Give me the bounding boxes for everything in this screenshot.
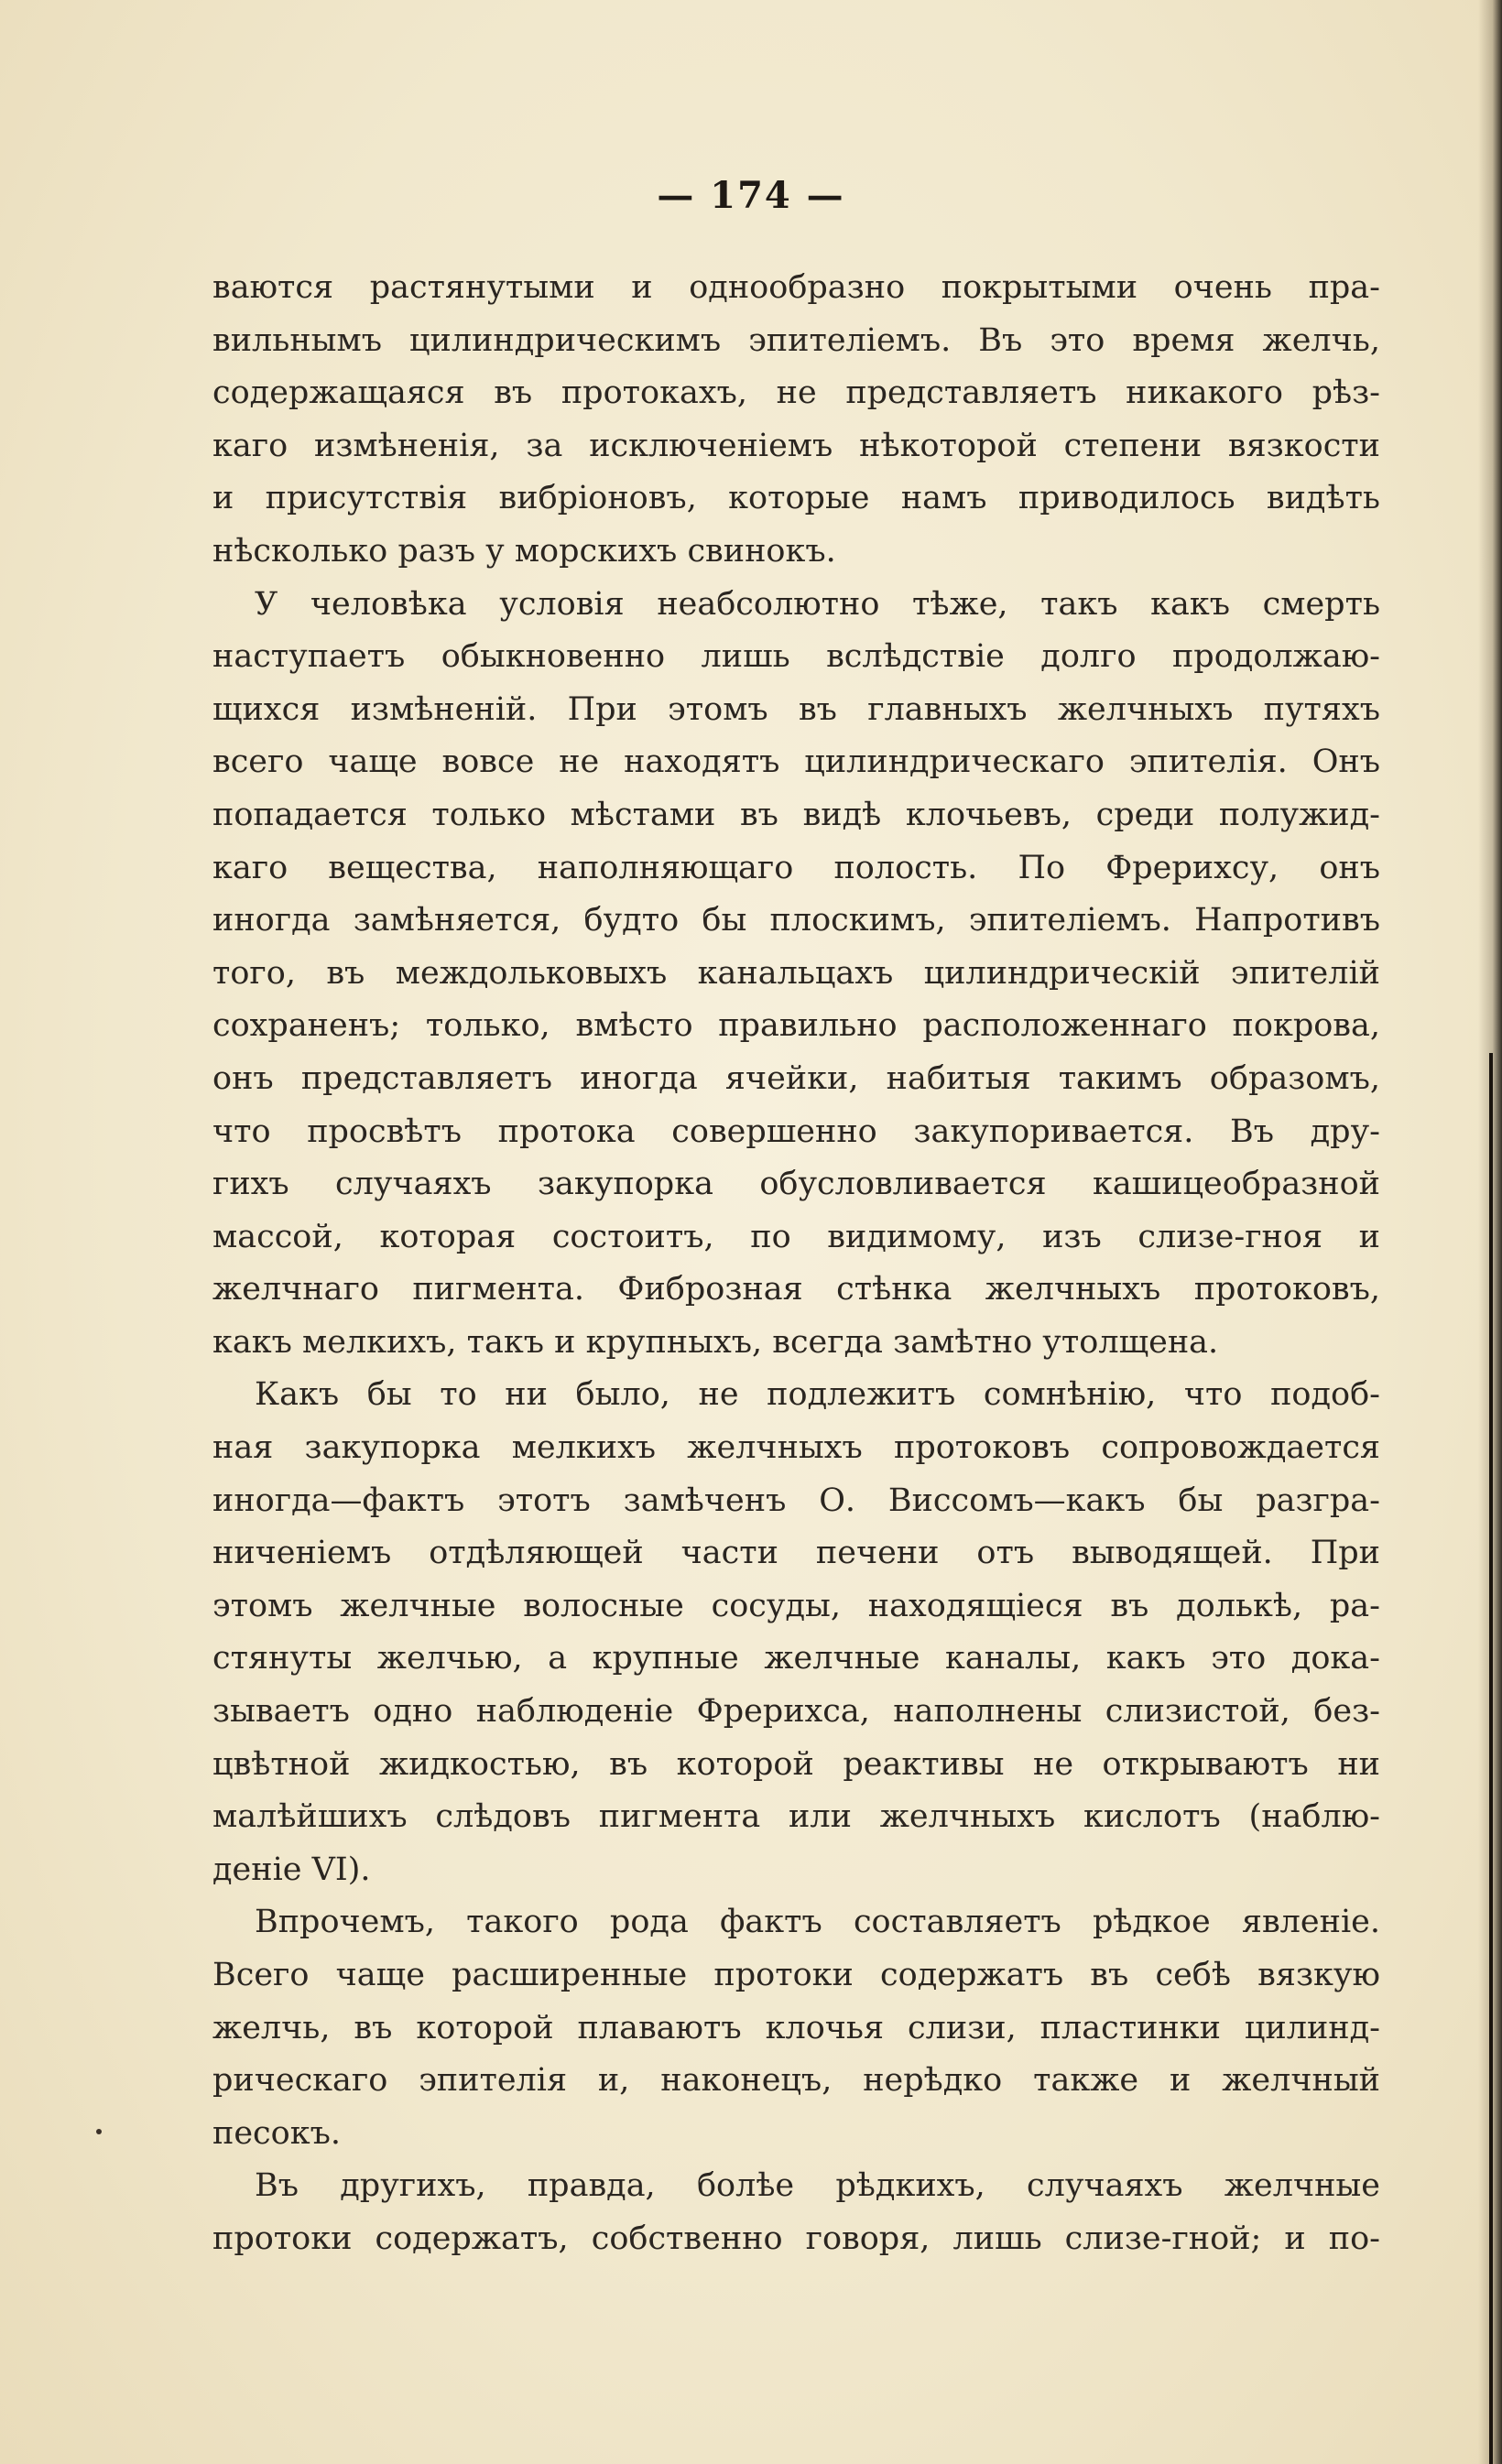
text-line: наступаетъ обыкновенно лишь вслѣдствіе долго продолжаю- xyxy=(212,638,1380,676)
text-line: протоки содержатъ, собственно говоря, лишь слизе-гной; и по- xyxy=(212,2220,1380,2257)
text-line: Впрочемъ, такого рода фактъ составляетъ рѣдкое явленіе. xyxy=(255,1904,1380,1941)
text-line: вильнымъ цилиндрическимъ эпителіемъ. Въ это время желчь, xyxy=(212,321,1380,359)
text-line: рическаго эпителія и, наконецъ, нерѣдко также и желчный xyxy=(212,2062,1380,2100)
text-line: зываетъ одно наблюденіе Фрерихса, наполнены слизистой, без- xyxy=(212,1693,1380,1731)
text-line: Какъ бы то ни было, не подлежитъ сомнѣнію, что подоб- xyxy=(255,1376,1380,1414)
text-line: того, въ междольковыхъ канальцахъ цилиндрическій эпителій xyxy=(212,954,1380,992)
text-line: Всего чаще расширенные протоки содержатъ въ себѣ вязкую xyxy=(212,1957,1380,1993)
text-line: онъ представляетъ иногда ячейки, набитыя такимъ образомъ, xyxy=(212,1059,1380,1097)
text-line: щихся измѣненій. При этомъ въ главныхъ желчныхъ путяхъ xyxy=(212,690,1380,728)
text-line: стянуты желчью, а крупные желчные каналы, какъ это дока- xyxy=(212,1640,1380,1677)
text-line: ниченіемъ отдѣляющей части печени отъ выводящей. При xyxy=(212,1535,1380,1572)
text-line: попадается только мѣстами въ видѣ клочьевъ, среди полужид- xyxy=(212,796,1380,833)
text-line: массой, которая состоитъ, по видимому, изъ слизе-гноя и xyxy=(212,1218,1380,1255)
page-number: — 174 — xyxy=(657,174,845,217)
text-line: что просвѣтъ протока совершенно закупоривается. Въ дру- xyxy=(212,1113,1380,1150)
text-line: этомъ желчные волосные сосуды, находящіеся въ долькѣ, ра- xyxy=(212,1587,1380,1624)
text-line: иногда замѣняется, будто бы плоскимъ, эпителіемъ. Напротивъ xyxy=(212,902,1380,939)
text-line: ная закупорка мелкихъ желчныхъ протоковъ сопровождается xyxy=(212,1429,1380,1467)
text-line: нѣсколько разъ у морскихъ свинокъ. xyxy=(212,532,836,570)
text-line: каго вещества, наполняющаго полость. По Фрерихсу, онъ xyxy=(212,849,1380,886)
ink-smudge xyxy=(96,2129,102,2134)
text-line: цвѣтной жидкостью, въ которой реактивы не открываютъ ни xyxy=(212,1745,1380,1783)
text-line: иногда—фактъ этотъ замѣченъ О. Виссомъ—какъ бы разгра- xyxy=(212,1482,1380,1519)
text-line: песокъ. xyxy=(212,2114,341,2152)
text-line: Въ другихъ, правда, болѣе рѣдкихъ, случаяхъ желчные xyxy=(255,2167,1380,2205)
text-line: всего чаще вовсе не находятъ цилиндрическаго эпителія. Онъ xyxy=(212,744,1380,781)
text-line: малѣйшихъ слѣдовъ пигмента или желчныхъ кислотъ (наблю- xyxy=(212,1798,1380,1836)
text-line: и присутствія вибріоновъ, которые намъ приводилось видѣть xyxy=(212,480,1380,517)
text-line: гихъ случаяхъ закупорка обусловливается кашицеобразной xyxy=(212,1166,1380,1203)
text-line: У человѣка условія неабсолютно тѣже, такъ какъ смерть xyxy=(255,585,1380,623)
text-line: деніе VI). xyxy=(212,1851,371,1888)
text-line: ваются растянутыми и однообразно покрытыми очень пра- xyxy=(212,269,1380,306)
text-line: каго измѣненія, за исключеніемъ нѣкоторой степени вязкости xyxy=(212,427,1380,464)
text-line: какъ мелкихъ, такъ и крупныхъ, всегда замѣтно утолщена. xyxy=(212,1323,1219,1361)
body-text xyxy=(212,262,1380,2266)
text-line: желчнаго пигмента. Фиброзная стѣнка желчныхъ протоковъ, xyxy=(212,1271,1380,1308)
text-line: сохраненъ; только, вмѣсто правильно расположеннаго покрова, xyxy=(212,1007,1380,1045)
text-line: желчь, въ которой плаваютъ клочья слизи, пластинки цилинд- xyxy=(212,2009,1380,2046)
text-line: содержащаяся въ протокахъ, не представляетъ никакого рѣз- xyxy=(212,374,1380,412)
page-edge-line xyxy=(1489,1053,1493,2464)
